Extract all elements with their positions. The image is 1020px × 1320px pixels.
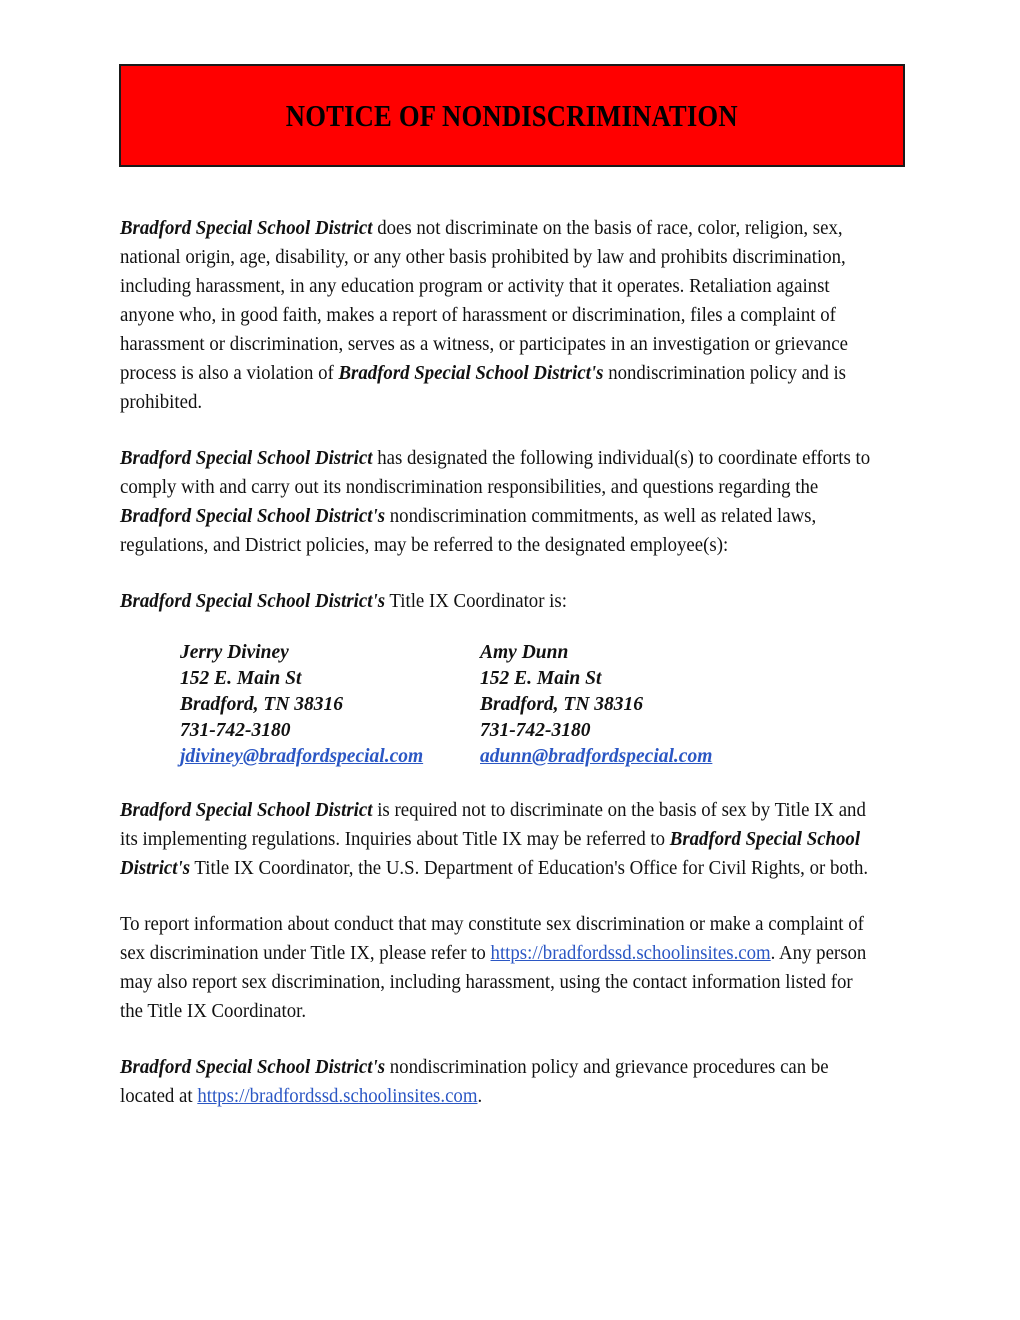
district-name-possessive-italic: Bradford Special School District's [120, 591, 386, 612]
paragraph-2-text-a: has designated the following individual(s) to coordinate efforts to comply with and carry out its nondiscrimination responsibilities, and questions regarding the [120, 448, 871, 498]
contact-street: 152 E. Main St [480, 668, 602, 689]
district-name-italic: Bradford Special School District [120, 800, 373, 821]
district-website-link[interactable]: https://bradfordssd.schoolinsites.com [197, 1086, 478, 1107]
paragraph-1-text-b: nondiscrimination policy and is prohibited. [120, 363, 847, 413]
paragraph-2-text-b: nondiscrimination commitments, as well as related laws, regulations, and District policies, may be referred to the designated employee(s): [120, 506, 817, 556]
page-title: NOTICE OF NONDISCRIMINATION [286, 97, 738, 133]
district-website-link[interactable]: https://bradfordssd.schoolinsites.com [490, 943, 771, 964]
contact-city-state-zip: Bradford, TN 38316 [180, 694, 344, 715]
contact-card-jerry-diviney [180, 640, 480, 770]
paragraph-4-text-a: is required not to discriminate on the basis of sex by Title IX and its implementing regulations. Inquiries about Title IX may be referred to [120, 800, 866, 850]
paragraph-title-ix-coordinator-intro [120, 587, 875, 616]
contact-street: 152 E. Main St [180, 668, 302, 689]
contact-city-state-zip: Bradford, TN 38316 [480, 694, 644, 715]
district-name-possessive-italic: Bradford Special School District's [120, 829, 861, 879]
contact-card-amy-dunn [480, 640, 780, 770]
paragraph-policy-location [120, 1053, 875, 1111]
paragraph-3-text-a: Title IX Coordinator is: [385, 591, 567, 612]
contact-name: Amy Dunn [480, 642, 569, 663]
paragraph-title-ix-requirement [120, 796, 875, 883]
district-name-possessive-italic: Bradford Special School District's [120, 1057, 386, 1078]
district-name-possessive-italic: Bradford Special School District's [120, 506, 386, 527]
contact-email-link[interactable]: jdiviney@bradfordspecial.com [180, 746, 424, 767]
paragraph-5-text-a: To report information about conduct that may constitute sex discrimination or make a complaint of sex discrimination under Title IX, please refer to [120, 914, 864, 964]
paragraph-how-to-report [120, 910, 875, 1026]
contact-phone: 731-742-3180 [480, 720, 591, 741]
paragraph-1-text-a: does not discriminate on the basis of race, color, religion, sex, national origin, age, disability, or any other basis prohibited by law and prohibits discrimination, including harassment, in any education program or activity that it operates. Retaliation against anyone who, in good faith, makes a report of harassment or discrimination, files a complaint of harassment or discrimination, serves as a witness, or participates in an investigation or grievance process is also a violation of [120, 218, 848, 384]
district-name-italic: Bradford Special School District [120, 448, 373, 469]
title-ix-coordinator-contacts [120, 640, 902, 770]
contact-email-link[interactable]: adunn@bradfordspecial.com [480, 746, 713, 767]
paragraph-4-text-b: Title IX Coordinator, the U.S. Department of Education's Office for Civil Rights, or both. [190, 858, 869, 879]
paragraph-6-text-a: nondiscrimination policy and grievance procedures can be located at [120, 1057, 829, 1107]
contact-phone: 731-742-3180 [180, 720, 291, 741]
paragraph-5-text-b: . Any person may also report sex discrimination, including harassment, using the contact information listed for the Title IX Coordinator. [120, 943, 867, 1022]
paragraph-designated-individuals [120, 444, 875, 560]
paragraph-nondiscrimination-statement [120, 214, 875, 417]
document-body [120, 214, 902, 1138]
notice-banner [119, 64, 905, 167]
district-name-italic: Bradford Special School District [120, 218, 373, 239]
contact-name: Jerry Diviney [180, 642, 289, 663]
district-name-possessive-italic: Bradford Special School District's [338, 363, 604, 384]
paragraph-6-text-b: . [477, 1086, 483, 1107]
